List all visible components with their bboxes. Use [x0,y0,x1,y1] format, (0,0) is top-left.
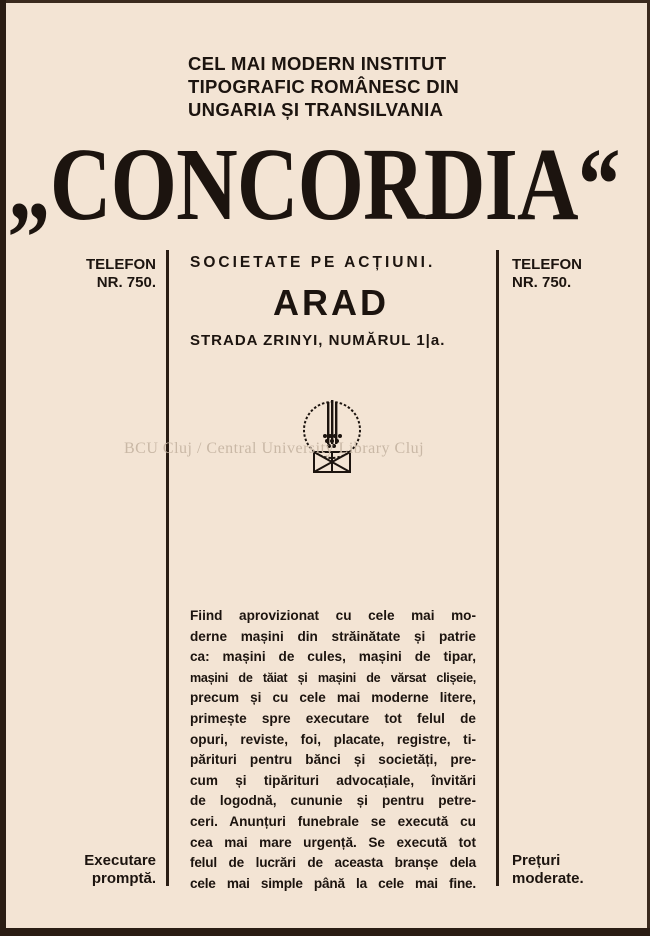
header-line-1: CEL MAI MODERN INSTITUT [188,53,447,74]
body-line-7: opuri, reviste, foi, placate, registre, ti- [190,731,476,747]
body-line-12: cea mai mare urgență. Se execută tot [190,834,476,850]
body-line-13: felul de lucrări de aceasta branșe dela [190,855,476,871]
body-line-8: părituri pentru bănci și societăți, pre- [190,752,476,768]
right-phone [512,256,582,292]
top-border [0,0,650,3]
left-border [0,0,6,936]
watermark-text: BCU Cluj / Central University Library Cluj [124,440,425,457]
body-line-4: mașini de tăiat și mașini de vărsat clișeie, [190,670,476,685]
body-line-10: de logodnă, cununie și pentru petre- [190,793,476,809]
body-line-2: derne mașini din străinătate și patrie [190,628,476,644]
street-address: STRADA ZRINYI, NUMĂRUL 1|a. [190,332,446,349]
left-phone [72,256,156,292]
left-phone-label: TELEFON [86,256,156,273]
body-line-11: ceri. Anunțuri funebrale se execută cu [190,813,476,829]
right-divider [496,250,499,886]
left-bottom-line-2: promptă. [91,870,156,887]
body-line-3: ca: mașini de cules, mașini de tipar, [190,649,476,665]
body-line-14: cele mai simple până la cele mai fine. [190,875,476,891]
right-bottom-line-2: moderate. [512,870,584,887]
city-name: ARAD [273,282,389,323]
right-phone-number: NR. 750. [512,274,572,291]
left-divider [166,250,169,886]
left-bottom-line-1: Executare [84,852,156,869]
body-paragraph [190,606,476,894]
header-line-2: TIPOGRAFIC ROMÂNESC DIN [188,76,460,97]
header-line-3: UNGARIA ȘI TRANSILVANIA [188,99,444,120]
body-line-6: primește spre executare tot felul de [190,710,476,726]
company-type: SOCIETATE PE ACȚIUNI. [190,254,436,271]
bottom-border [0,928,650,936]
left-phone-number: NR. 750. [96,274,156,291]
body-line-9: cum și tipărituri advocațiale, învitări [190,772,476,788]
body-line-5: precum și cu cele mai moderne litere, [190,690,476,706]
right-bottom-note [512,852,584,888]
left-bottom-note [60,852,156,888]
right-bottom-line-1: Prețuri [512,852,561,869]
printing-house-emblem [295,396,369,480]
company-title: „CONCORDIA“ [8,127,620,242]
header-text [150,52,490,121]
right-phone-label: TELEFON [512,256,582,273]
body-line-1: Fiind aprovizionat cu cele mai mo- [190,608,476,623]
